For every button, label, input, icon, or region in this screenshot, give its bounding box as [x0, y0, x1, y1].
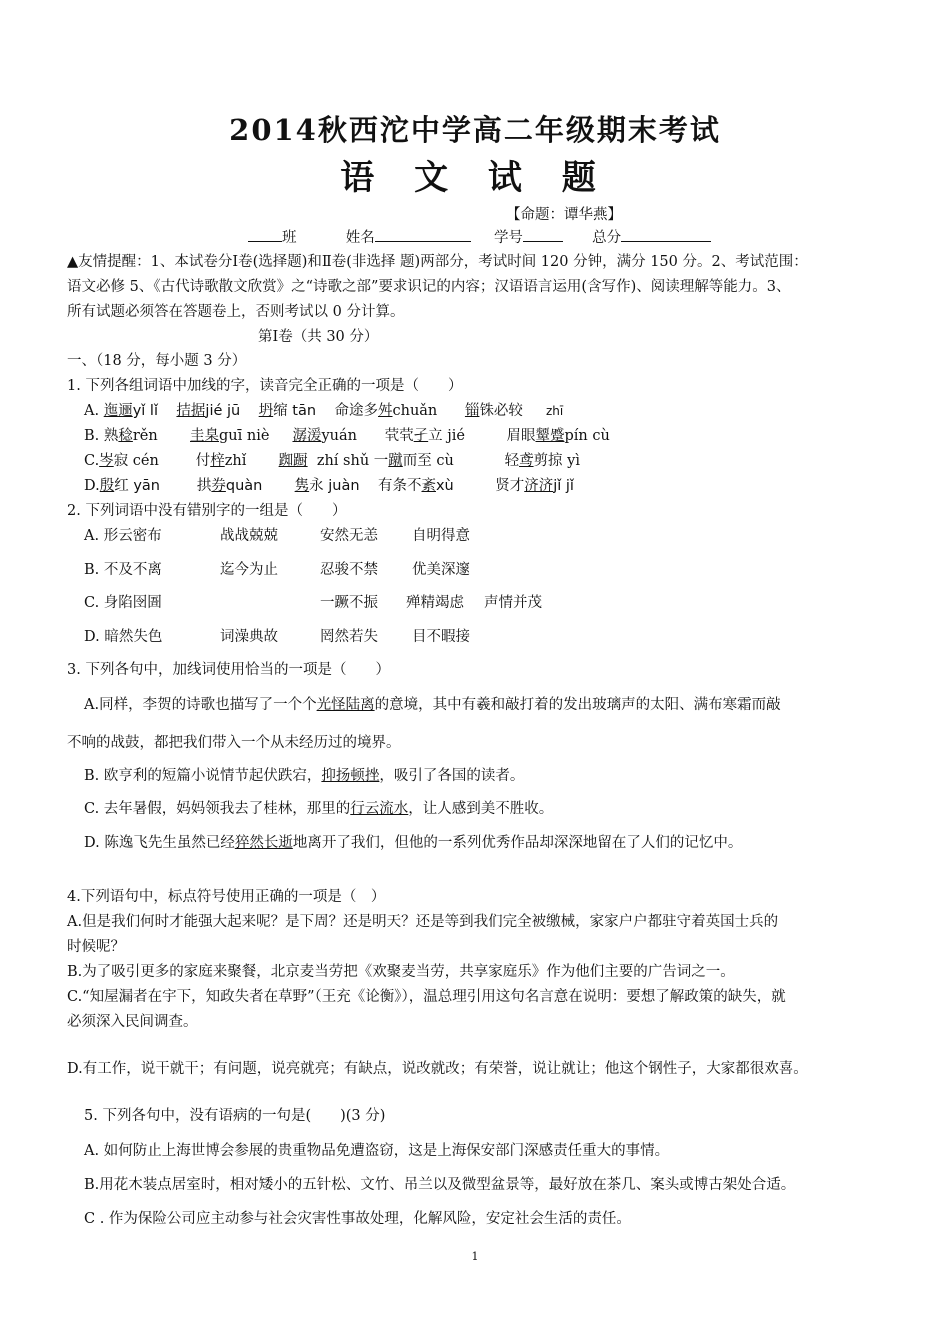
q2-stem: 2. 下列词语中没有错别字的一组是（ ）	[67, 503, 347, 519]
q2-option-c: C. 身陷囹圄 一蹶不振 殚精竭虑 声情并茂	[84, 595, 542, 611]
q4-option-a-line2: 时候呢？	[67, 939, 125, 955]
q5-option-a: A. 如何防止上海世博会参展的贵重物品免遭盗窃，这是上海保安部门深感责任重大的事情。	[84, 1143, 670, 1159]
class-label: 班	[282, 230, 297, 246]
exam-title: 2014秋西沱中学高二年级期末考试	[229, 113, 721, 147]
q1-option-c: C.岑寂 cén 付梓zhǐ 踟蹰 zhí shǔ 一蹴而至 cù 轻鸢剪掠 yì	[84, 453, 581, 469]
student-info-line	[248, 226, 711, 247]
q3-option-a-line2: 不响的战鼓，都把我们带入一个从未经历过的境界。	[67, 735, 401, 751]
number-label: 学号	[493, 230, 523, 246]
q5-option-c: C . 作为保险公司应主动参与社会灾害性事故处理，化解风险，安定社会生活的责任。	[84, 1211, 631, 1227]
q1-option-b: B. 熟稔rěn 圭臬guī niè 潺湲yuán 茕茕孑立 jié 眉眼颦蹙pín cù	[84, 428, 610, 444]
q4-option-b: B.为了吸引更多的家庭来聚餐，北京麦当劳把《欢聚麦当劳，共享家庭乐》作为他们主要的广告词之一。	[67, 964, 735, 980]
exam-subject: 语 文 试 题	[340, 158, 610, 198]
q4-option-a-line1: A.但是我们何时才能强大起来呢？是下周？还是明天？还是等到我们完全被缴械，家家户户都驻守着英国士兵的	[67, 914, 779, 930]
page-number: 1	[471, 1250, 479, 1263]
q2-option-b: B. 不及不离 迄今为止 忍骏不禁 优美深邃	[84, 562, 470, 578]
score-blank[interactable]	[621, 227, 711, 242]
q2-option-a: A. 形云密布 战战兢兢 安然无恙 自明得意	[84, 528, 470, 544]
author-credit: 【命题：谭华燕】	[506, 207, 622, 223]
q2-option-d: D. 暗然失色 词澡典故 罔然若失 目不暇接	[84, 629, 470, 645]
name-blank[interactable]	[375, 227, 471, 242]
notice-line-3: 所有试题必须答在答题卷上，否则考试以 0 分计算。	[67, 304, 405, 320]
q1-stem: 1. 下列各组词语中加线的字，读音完全正确的一项是（ ）	[67, 378, 463, 394]
q1-option-d: D.殷红 yān 拱券quàn 隽永 juàn 有条不紊xù 贤才济济jǐ jǐ	[84, 478, 574, 494]
number-blank[interactable]	[523, 227, 563, 242]
q4-option-d: D.有工作，说干就干；有问题，说亮就亮；有缺点，说改就改；有荣誉，说让就让；他这个钢性子，大家都很欢喜。	[67, 1061, 808, 1077]
score-label: 总分	[592, 230, 622, 246]
q3-option-d: D. 陈逸飞先生虽然已经猝然长逝地离开了我们，但他的一系列优秀作品却深深地留在了人们的记忆中。	[84, 835, 743, 851]
q1-option-a: A. 迤逦yǐ lǐ 拮据jié jū 坍缩 tān 命途多舛chuǎn 锱铢必较 zhī	[84, 403, 564, 419]
class-blank[interactable]	[248, 227, 282, 242]
section-title: 第Ⅰ卷（共 30 分）	[258, 329, 379, 345]
notice-line-1: ▲友情提醒：1、本试卷分Ⅰ卷(选择题)和Ⅱ卷(非选择 题)两部分，考试时间 120 分钟，满分 150 分。2、考试范围：	[67, 254, 808, 270]
q5-option-b: B.用花木装点居室时，相对矮小的五针松、文竹、吊兰以及微型盆景等，最好放在茶几、案头或博古架处合适。	[84, 1177, 796, 1193]
q4-option-c-line1: C.“知屋漏者在宇下，知政失者在草野”（王充《论衡》），温总理引用这句名言意在说明：要想了解政策的缺失，就	[67, 989, 786, 1005]
q3-option-c: C. 去年暑假，妈妈领我去了桂林，那里的行云流水，让人感到美不胜收。	[84, 801, 554, 817]
notice-line-2: 语文必修 5、《古代诗歌散文欣赏》之“诗歌之部”要求识记的内容；汉语语言运用(含写作)、阅读理解等能力。3、	[67, 279, 791, 295]
q3-stem: 3. 下列各句中，加线词使用恰当的一项是（ ）	[67, 662, 390, 678]
q3-option-a-line1: A.同样，李贺的诗歌也描写了一个个光怪陆离的意境，其中有羲和敲打着的发出玻璃声的太阳、满布寒霜而敲	[84, 697, 781, 713]
q4-option-c-line2: 必须深入民间调查。	[67, 1014, 198, 1030]
q5-stem: 5. 下列各句中，没有语病的一句是( )(3 分)	[84, 1108, 386, 1124]
q3-option-b: B. 欧亨利的短篇小说情节起伏跌宕，抑扬顿挫，吸引了各国的读者。	[84, 768, 525, 784]
part-heading: 一、（18 分，每小题 3 分）	[67, 353, 247, 369]
q4-stem: 4.下列语句中，标点符号使用正确的一项是（ ）	[67, 889, 386, 905]
name-label: 姓名	[345, 230, 375, 246]
